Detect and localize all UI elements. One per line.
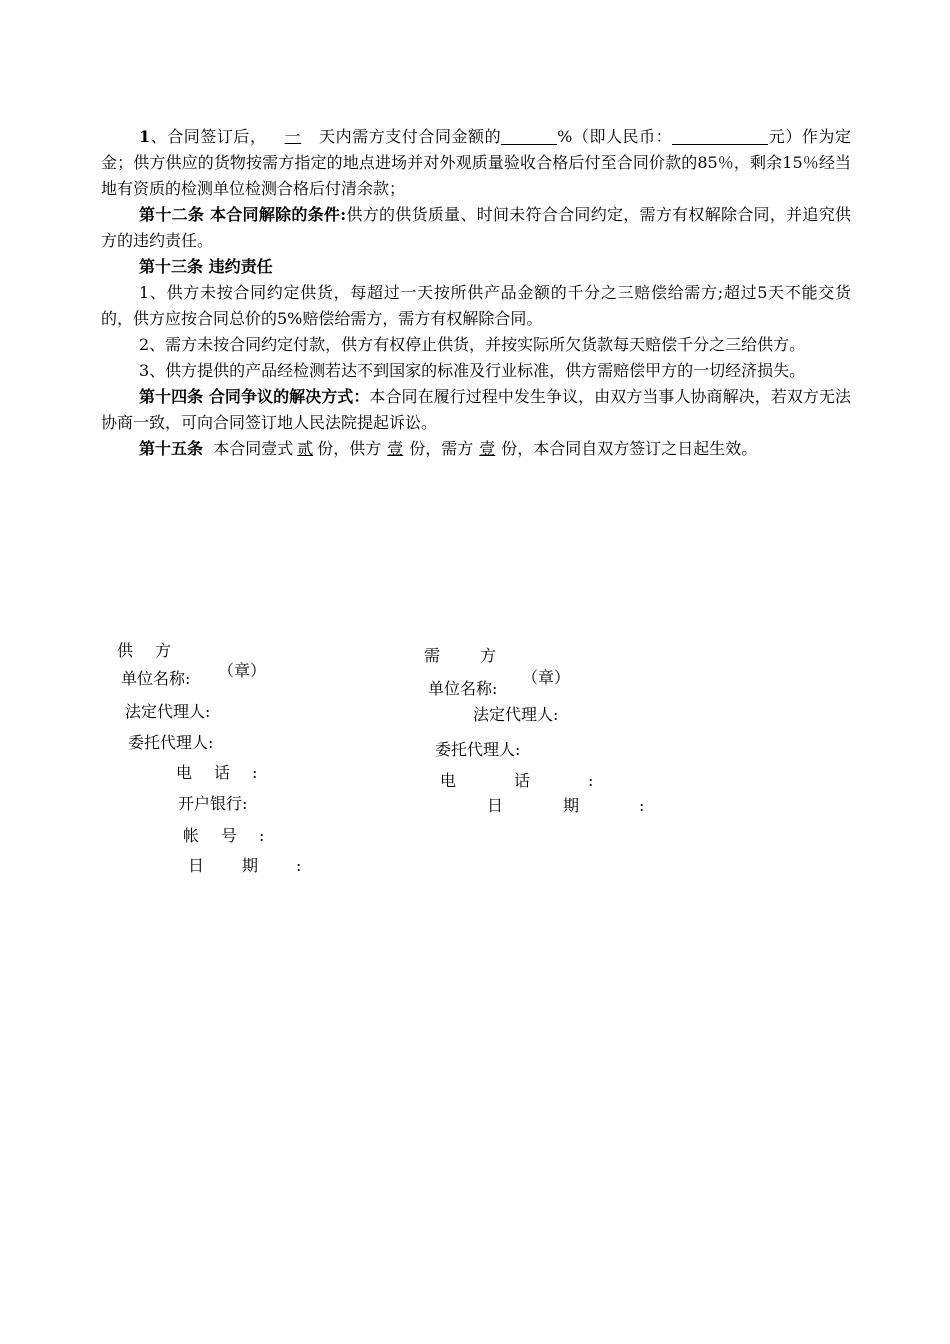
article-12-heading: 第十二条 本合同解除的条件: <box>139 205 347 224</box>
supplier-phone-label: 电话: <box>176 763 280 782</box>
copies-buyer: 壹 <box>479 439 496 458</box>
buyer-phone-label: 电话: <box>440 771 652 790</box>
copies-supplier: 壹 <box>387 439 404 458</box>
buyer-legal-rep-label: 法定代理人: <box>473 705 559 724</box>
payment-clause: 1、合同签订后， 一 天内需方支付合同金额的 %（即人民币： 元）作为定金；供方供应的货物按需方指定的地点进场并对外观质量验收合格后付至合同价款的85％，剩余15％经当地有资质的检测单位检测合格后付清余款； <box>101 127 851 198</box>
buyer-unit-name-label: 单位名称: <box>428 679 498 698</box>
contract-body <box>101 124 851 462</box>
article-15-heading: 第十五条 <box>139 439 204 458</box>
article-14 <box>101 384 851 436</box>
buyer-title: 需方 <box>424 646 537 665</box>
buyer-agent-label: 委托代理人: <box>435 740 521 759</box>
copies-total: 贰 <box>297 439 314 458</box>
article-12-text: 供方的供货质量、时间未符合合同约定，需方有权解除合同，并追究供方的违约责任。 <box>101 205 851 250</box>
article-14-heading: 第十四条 合同争议的解决方式： <box>139 387 370 406</box>
percent-blank <box>501 128 557 145</box>
rmb-amount-blank <box>672 128 768 145</box>
supplier-agent-label: 委托代理人: <box>128 733 214 752</box>
days-blank: 一 <box>284 127 302 146</box>
article-14-text: 本合同在履行过程中发生争议，由双方当事人协商解决，若双方无法协商一致，可向合同签订地人民法院提起诉讼。 <box>101 387 851 432</box>
buyer-seal: （章） <box>522 668 571 687</box>
article-12 <box>101 202 851 254</box>
article-13-heading: 第十三条 违约责任 <box>139 257 273 276</box>
supplier-account-label: 帐号: <box>183 826 287 845</box>
article-13-item-1: 1、供方未按合同约定供货，每超过一天按所供产品金额的千分之三赔偿给需方;超过5天不能交货的，供方应按合同总价的5%赔偿给需方，需方有权解除合同。 <box>101 283 851 328</box>
buyer-date-label: 日期: <box>487 796 705 815</box>
article-13 <box>101 254 851 280</box>
article-13-item-3: 3、供方提供的产品经检测若达不到国家的标准及行业标准，供方需赔偿甲方的一切经济损失。 <box>139 361 806 380</box>
supplier-seal: （章） <box>218 661 267 680</box>
supplier-date-label: 日期: <box>188 856 340 875</box>
article-15: 第十五条 本合同壹式 贰 份，供方 壹 份，需方 壹 份，本合同自双方签订之日起生效。 <box>139 439 758 458</box>
supplier-title: 供方 <box>117 641 194 660</box>
supplier-unit-name-label: 单位名称: <box>121 669 191 688</box>
supplier-bank-label: 开户银行: <box>178 794 248 813</box>
article-13-item-2: 2、需方未按合同约定付款，供方有权停止供货，并按实际所欠货款每天赔偿千分之三给供方。 <box>139 335 806 354</box>
supplier-legal-rep-label: 法定代理人: <box>125 702 211 721</box>
